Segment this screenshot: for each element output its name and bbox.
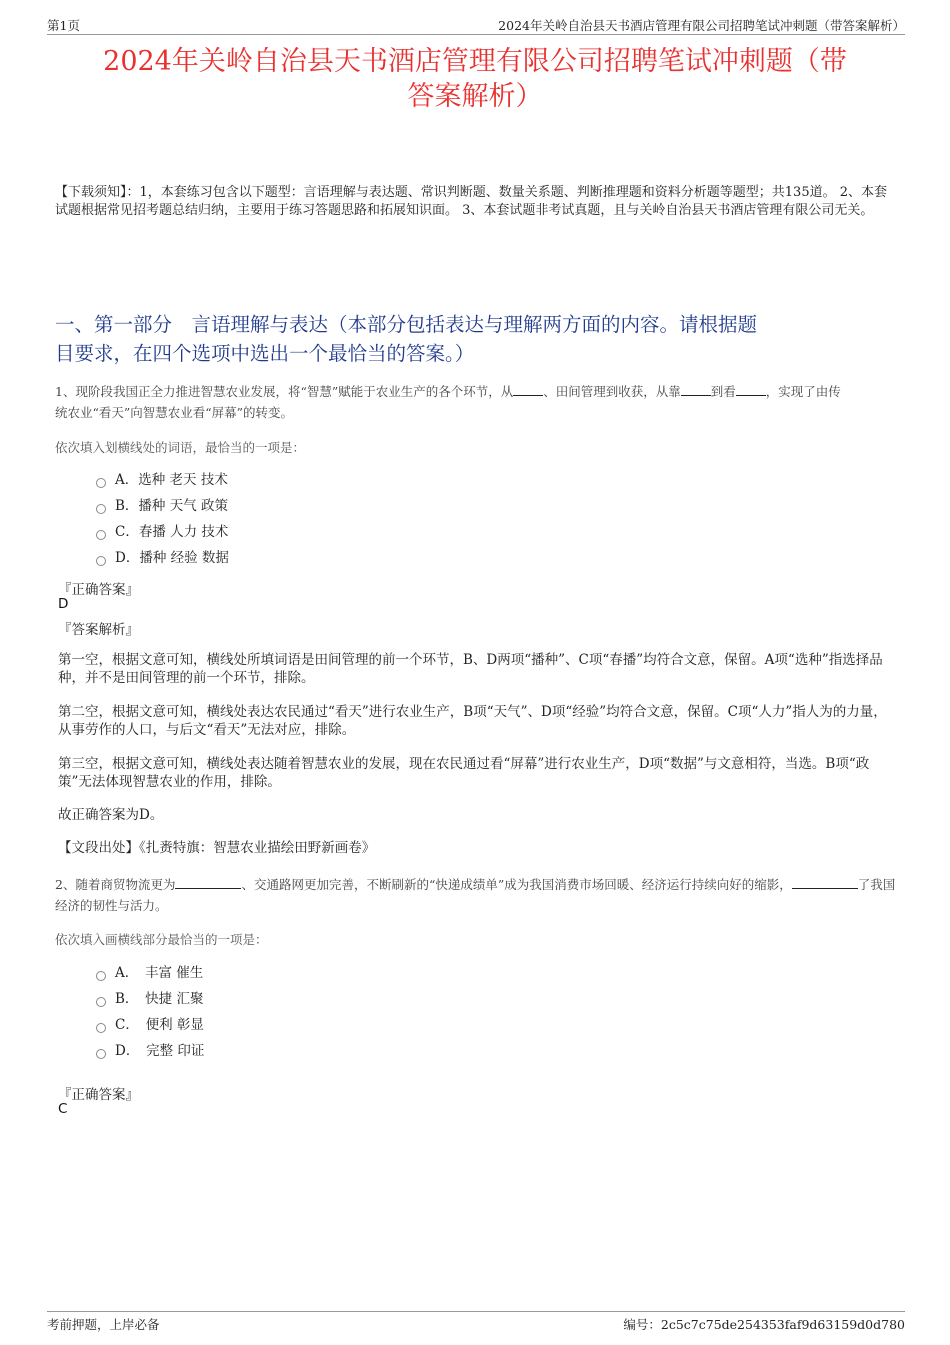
q2-option-a[interactable] (96, 960, 204, 986)
q1-option-b[interactable] (96, 493, 229, 519)
q2-stem-part-2: 、交通路网更加完善，不断刷新的“快递成绩单”成为我国消费市场回暖、经济运行持续向好的缩影， (241, 877, 792, 892)
q2-blank-2 (792, 876, 858, 889)
radio-icon[interactable] (96, 530, 106, 540)
option-label: C． 便利 彰显 (115, 1017, 204, 1033)
footer-serial: 编号：2c5c7c75de254353faf9d63159d0d780 (623, 1317, 905, 1332)
q2-answer: C (58, 1101, 68, 1117)
q1-stem-part-1: 1、现阶段我国正全力推进智慧农业发展，将“智慧”赋能于农业生产的各个环节，从 (55, 384, 514, 399)
q1-blank-2 (681, 383, 711, 396)
option-label: A． 丰富 催生 (115, 965, 204, 981)
radio-icon[interactable] (96, 1023, 106, 1033)
section-heading-line-1: 一、第一部分 言语理解与表达（本部分包括表达与理解两方面的内容。请根据题 (55, 313, 758, 336)
q1-answer: D (58, 596, 69, 612)
section-heading-line-2: 目要求，在四个选项中选出一个最恰当的答案。） (55, 342, 475, 365)
q1-option-a[interactable] (96, 467, 229, 493)
q1-stem-line-2: 统农业“看天”向智慧农业看“屏幕”的转变。 (55, 405, 294, 420)
q2-blank-1 (175, 876, 241, 889)
q1-instruction: 依次填入划横线处的词语，最恰当的一项是： (55, 440, 306, 455)
q1-analysis-1: 第一空，根据文意可知，横线处所填词语是田间管理的前一个环节，B、D两项“播种”、C项“春播”均符合文意，保留。A项“选种”指选择品种，并不是田间管理的前一个环节，排除。 (58, 652, 883, 686)
radio-icon[interactable] (96, 1049, 106, 1059)
section-heading (55, 310, 902, 368)
q1-stem-part-3: 到看 (710, 384, 736, 399)
q2-option-d[interactable] (96, 1038, 204, 1064)
page-number: 第1页 (47, 18, 80, 33)
option-label: B．播种 天气 政策 (115, 498, 229, 514)
q1-option-c[interactable] (96, 519, 229, 545)
title-line-1: 2024年关岭自治县天书酒店管理有限公司招聘笔试冲刺题（带 (103, 46, 847, 77)
question-1-stem (55, 381, 898, 423)
option-label: D．播种 经验 数据 (115, 550, 229, 566)
footer-slogan: 考前押题，上岸必备 (47, 1317, 160, 1332)
q1-analysis-2: 第二空，根据文意可知，横线处表达农民通过“看天”进行农业生产，B项“天气”、D项“经验”均符合文意，保留。C项“人力”指人为的力量，从事劳作的人口，与后文“看天”无法对应，排除。 (58, 704, 887, 738)
q1-analysis-3: 第三空，根据文意可知，横线处表达随着智慧农业的发展，现在农民通过看“屏幕”进行农业生产，D项“数据”与文意相符，当选。B项“政策”无法体现智慧农业的作用，排除。 (58, 756, 870, 790)
option-label: B． 快捷 汇聚 (115, 991, 204, 1007)
q1-option-d[interactable] (96, 545, 229, 571)
q2-answer-label: 『正确答案』 (58, 1087, 139, 1103)
q1-conclusion: 故正确答案为D。 (58, 807, 164, 823)
q1-stem-part-4: ，实现了由传 (765, 384, 841, 399)
radio-icon[interactable] (96, 971, 106, 981)
q2-option-b[interactable] (96, 986, 204, 1012)
option-label: A．选种 老天 技术 (115, 472, 228, 488)
download-notice: 【下载须知】：1，本套练习包含以下题型：言语理解与表达题、常识判断题、数量关系题、判断推理题和资料分析题等题型；共135道。 2、本套试题根据常见招考题总结归纳，主要用于练习答题思路和拓展知识面。 3、本套试题非考试真题，且与关岭自治县天书酒店管理有限公司无关。 (55, 185, 887, 218)
q1-options (96, 467, 229, 571)
q1-blank-3 (736, 383, 766, 396)
radio-icon[interactable] (96, 997, 106, 1007)
q1-analysis-label: 『答案解析』 (58, 622, 139, 638)
q2-stem-part-1: 2、随着商贸物流更为 (55, 877, 176, 892)
page-footer (47, 1311, 905, 1336)
q1-stem-part-2: 、田间管理到收获，从靠 (543, 384, 681, 399)
q1-source: 【文段出处】《扎赉特旗：智慧农业描绘田野新画卷》 (58, 840, 376, 856)
title-line-2: 答案解析） (407, 81, 543, 112)
header-doc-title: 2024年关岭自治县天书酒店管理有限公司招聘笔试冲刺题（带答案解析） (498, 18, 905, 33)
q2-stem-part-3: 了我国经济的韧性与活力。 (55, 877, 896, 913)
q2-options (96, 960, 204, 1064)
option-label: D． 完整 印证 (115, 1043, 205, 1059)
q1-blank-1 (513, 383, 543, 396)
q1-answer-label: 『正确答案』 (58, 582, 139, 598)
q2-option-c[interactable] (96, 1012, 204, 1038)
radio-icon[interactable] (96, 556, 106, 566)
question-2-stem (55, 874, 898, 916)
q2-instruction: 依次填入画横线部分最恰当的一项是： (55, 932, 268, 947)
document-title (50, 44, 900, 114)
radio-icon[interactable] (96, 478, 106, 488)
option-label: C．春播 人力 技术 (115, 524, 229, 540)
radio-icon[interactable] (96, 504, 106, 514)
page-header (47, 14, 905, 35)
